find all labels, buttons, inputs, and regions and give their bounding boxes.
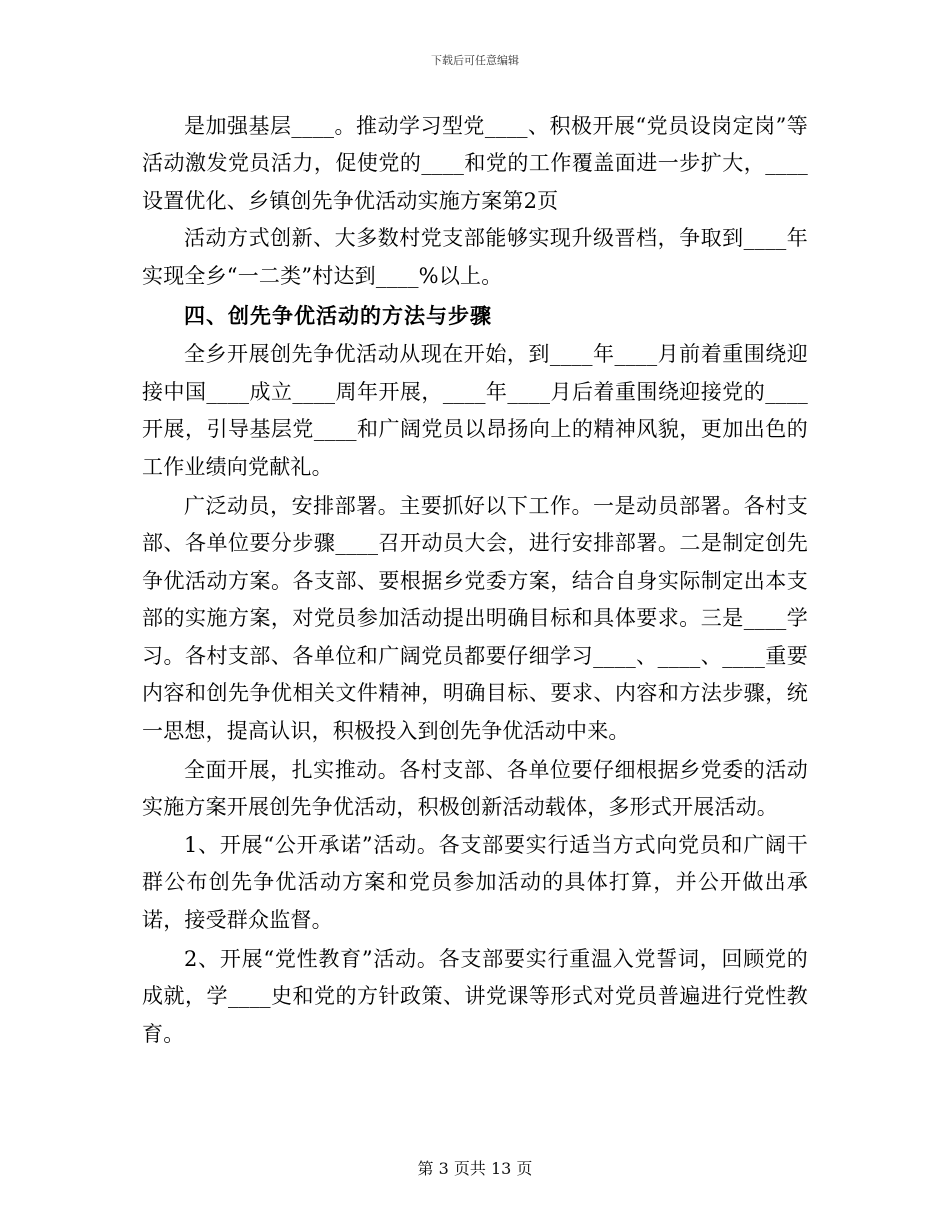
paragraph-2: 活动方式创新、大多数村党支部能够实现升级晋档，争取到____年实现全乡“一二类”村达到____%以上。 — [142, 226, 808, 288]
document-body — [142, 108, 808, 1053]
page-footer: 第 3 页共 13 页 — [417, 1159, 533, 1178]
paragraph-6: 1、开展“公开承诺”活动。各支部要实行适当方式向党员和广阔干群公布创先争优活动方案和党员参加活动的具体打算，并公开做出承诺，接受群众监督。 — [142, 832, 808, 932]
header-note: 下载后可任意编辑 — [431, 54, 519, 67]
paragraph-4: 广泛动员，安排部署。主要抓好以下工作。一是动员部署。各村支部、各单位要分步骤____召开动员大会，进行安排部署。二是制定创先争优活动方案。各支部、要根据乡党委方案，结合自身实际制定出本支部的实施方案，对党员参加活动提出明确目标和具体要求。三是____学习。各村支部、各单位和广阔党员都要仔细学习____、____、____重要内容和创先争优相关文件精神，明确目标、要求、内容和方法步骤，统一思想，提高认识，积极投入到创先争优活动中来。 — [142, 494, 808, 743]
paragraph-5: 全面开展，扎实推动。各村支部、各单位要仔细根据乡党委的活动实施方案开展创先争优活动，积极创新活动载体，多形式开展活动。 — [142, 757, 808, 820]
paragraph-3: 全乡开展创先争优活动从现在开始，到____年____月前着重围绕迎接中国____成立____周年开展，____年____月后着重围绕迎接党的____开展，引导基层党____和广阔党员以昂扬向上的精神风貌，更加出色的工作业绩向党献礼。 — [142, 342, 808, 479]
paragraph-7: 2、开展“党性教育”活动。各支部要实行重温入党誓词，回顾党的成就，学____史和党的方针政策、讲党课等形式对党员普遍进行党性教育。 — [142, 946, 808, 1046]
paragraph-1: 是加强基层____。推动学习型党____、积极开展“党员设岗定岗”等活动激发党员活力，促使党的____和党的工作覆盖面进一步扩大，____设置优化、乡镇创先争优活动实施方案第2页 — [142, 114, 808, 213]
section-heading: 四、创先争优活动的方法与步骤 — [184, 303, 492, 329]
